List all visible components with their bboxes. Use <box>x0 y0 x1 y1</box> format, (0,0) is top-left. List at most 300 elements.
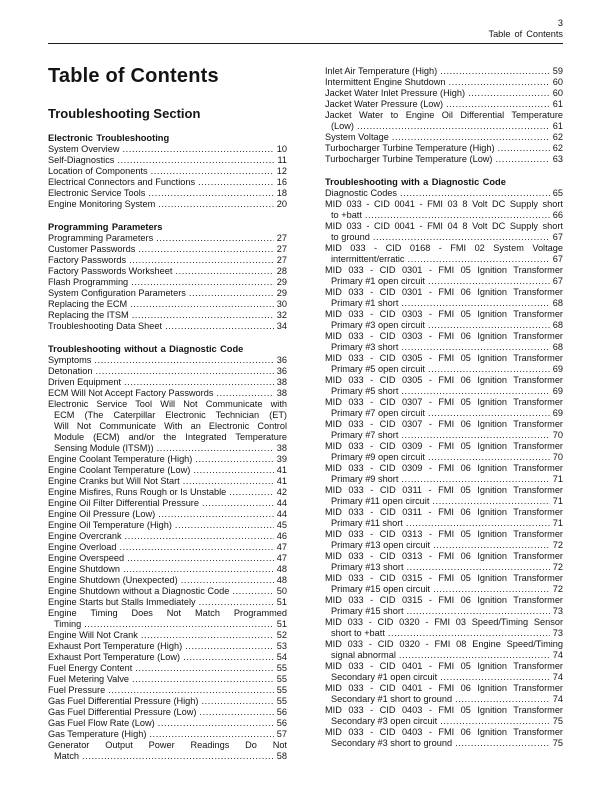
toc-entry-line <box>325 584 563 595</box>
toc-entry-line <box>48 751 287 762</box>
toc-entry-line <box>325 716 563 727</box>
toc-entry-line <box>325 595 563 606</box>
toc-entry-text: MID 033 - CID 0305 - FMI 06 Ignition Transformer <box>325 375 563 385</box>
dot-leader <box>94 355 274 366</box>
toc-entry-line <box>325 298 563 309</box>
toc-entry-line <box>48 321 287 332</box>
dot-leader <box>183 652 274 663</box>
toc-entry-line <box>48 608 287 619</box>
toc-entry-text: Generator Output Power Readings Do Not <box>48 740 287 750</box>
toc-entry <box>48 707 287 718</box>
dot-leader <box>373 232 550 243</box>
header-rule <box>48 43 563 44</box>
toc-entry-line <box>48 266 287 277</box>
left-column <box>48 66 287 762</box>
header-title: Table of Contents <box>488 29 563 39</box>
toc-entry-page: 65 <box>552 188 563 198</box>
toc-entry-page: 56 <box>276 718 287 728</box>
toc-entry <box>325 188 563 199</box>
toc-entry-line <box>325 66 563 77</box>
toc-entry-text: MID 033 - CID 0041 - FMI 04 8 Volt DC Supply short <box>325 221 563 231</box>
toc-entry-text: Location of Components <box>48 166 148 176</box>
dot-leader <box>201 696 274 707</box>
toc-entry-line <box>48 487 287 498</box>
toc-entry-line <box>48 476 287 487</box>
toc-entry-text: Primary #11 open circuit <box>331 496 430 506</box>
toc-entry <box>325 353 563 375</box>
toc-entry-text: to ground <box>331 232 370 242</box>
dot-leader <box>401 298 550 309</box>
toc-entry-line <box>48 663 287 674</box>
toc-entry <box>48 177 287 188</box>
dot-leader <box>158 199 274 210</box>
toc-group-heading: Electronic Troubleshooting <box>48 133 170 143</box>
toc-entry-page: 61 <box>552 121 563 131</box>
toc-entry-text: Turbocharger Turbine Temperature (Low) <box>325 154 493 164</box>
toc-group <box>48 344 287 762</box>
toc-entry <box>48 663 287 674</box>
toc-entry-page: 62 <box>552 132 563 142</box>
toc-entry-text: Engine Overcrank <box>48 531 122 541</box>
toc-entry-page: 60 <box>552 88 563 98</box>
toc-entry-page: 54 <box>276 652 287 662</box>
toc-entry-line <box>48 619 287 630</box>
dot-leader <box>496 154 551 165</box>
toc-entry-text: Engine Shutdown <box>48 564 121 574</box>
toc-entry-line <box>325 232 563 243</box>
toc-entry <box>48 266 287 277</box>
toc-entry-page: 29 <box>276 277 287 287</box>
dot-leader <box>165 321 274 332</box>
dot-leader <box>127 553 274 564</box>
toc-entry-page: 30 <box>276 299 287 309</box>
toc-entry-text: Customer Passwords <box>48 244 136 254</box>
toc-entry-page: 61 <box>552 99 563 109</box>
page-title: Table of Contents <box>48 65 219 87</box>
toc-entry-line <box>48 366 287 377</box>
toc-entry <box>325 309 563 331</box>
toc-entry-page: 69 <box>552 364 563 374</box>
dot-leader <box>84 619 274 630</box>
dot-leader <box>408 254 550 265</box>
toc-entry-page: 55 <box>276 696 287 706</box>
toc-entry-line <box>325 397 563 408</box>
toc-entry-line <box>325 375 563 386</box>
dot-leader <box>446 99 550 110</box>
toc-entry-page: 48 <box>276 575 287 585</box>
toc-entry <box>325 132 563 143</box>
toc-entry-text: Turbocharger Turbine Temperature (High) <box>325 143 495 153</box>
toc-entry-page: 74 <box>552 650 563 660</box>
dot-leader <box>156 233 274 244</box>
toc-entry-line <box>325 276 563 287</box>
toc-entry-line <box>48 531 287 542</box>
toc-entry-page: 46 <box>276 531 287 541</box>
toc-entry-text: Engine Oil Pressure (Low) <box>48 509 156 519</box>
toc-entry-text: Engine Coolant Temperature (High) <box>48 454 193 464</box>
toc-entry-text: Secondary #3 open circuit <box>331 716 438 726</box>
toc-entry-line <box>48 377 287 388</box>
toc-entry-line <box>48 310 287 321</box>
toc-entry-line <box>325 606 563 617</box>
toc-entry-text: Engine Oil Filter Differential Pressure <box>48 498 199 508</box>
toc-entry <box>48 531 287 542</box>
toc-entry-text: Secondary #1 open circuit <box>331 672 438 682</box>
dot-leader <box>202 498 274 509</box>
toc-entry-page: 41 <box>276 476 287 486</box>
toc-entry-page: 18 <box>276 188 287 198</box>
toc-entry-text: Primary #1 open circuit <box>331 276 425 286</box>
toc-entry-line <box>48 564 287 575</box>
toc-entry-line <box>325 132 563 143</box>
toc-entry-page: 48 <box>276 564 287 574</box>
toc-entry-line <box>325 408 563 419</box>
toc-entry <box>48 740 287 762</box>
toc-entry-line <box>48 299 287 310</box>
toc-entry-text: Factory Passwords Worksheet <box>48 266 173 276</box>
toc-entry <box>48 388 287 399</box>
toc-entry-text: Electronic Service Tools <box>48 188 146 198</box>
toc-entry-text: Symptoms <box>48 355 92 365</box>
toc-entry <box>48 487 287 498</box>
toc-entry-page: 55 <box>276 685 287 695</box>
toc-entry-text: Gas Temperature (High) <box>48 729 147 739</box>
toc-entry <box>48 255 287 266</box>
dot-leader <box>428 364 550 375</box>
toc-entry <box>325 551 563 573</box>
toc-entry <box>48 696 287 707</box>
toc-entry-page: 73 <box>552 606 563 616</box>
dot-leader <box>151 166 274 177</box>
toc-entry <box>48 718 287 729</box>
toc-entry <box>325 463 563 485</box>
toc-entry-page: 29 <box>276 288 287 298</box>
toc-entry-page: 38 <box>276 443 287 453</box>
dot-leader <box>82 751 274 762</box>
toc-entry-text: MID 033 - CID 0307 - FMI 06 Ignition Transformer <box>325 419 563 429</box>
toc-entry <box>325 77 563 88</box>
toc-entry-text: Primary #9 short <box>331 474 399 484</box>
toc-entry-page: 36 <box>276 366 287 376</box>
toc-entry-line <box>325 320 563 331</box>
toc-entry <box>48 277 287 288</box>
toc-entry-line <box>325 441 563 452</box>
toc-entry-text: Engine Cranks but Will Not Start <box>48 476 180 486</box>
dot-leader <box>125 531 274 542</box>
toc-entry-text: MID 033 - CID 0320 - FMI 08 Engine Speed/Timing <box>325 639 563 649</box>
toc-entry-line <box>325 243 563 254</box>
toc-entry-page: 27 <box>276 255 287 265</box>
toc-entry-line <box>48 155 287 166</box>
toc-entry-text: Primary #5 short <box>331 386 399 396</box>
toc-entry-text: MID 033 - CID 0303 - FMI 06 Ignition Transformer <box>325 331 563 341</box>
toc-entry <box>48 465 287 476</box>
toc-entry <box>48 321 287 332</box>
dot-leader <box>357 121 550 132</box>
toc-entry <box>325 397 563 419</box>
toc-entry-page: 68 <box>552 320 563 330</box>
toc-entry-text: Fuel Energy Content <box>48 663 133 673</box>
toc-entry <box>48 641 287 652</box>
toc-entry-text: MID 033 - CID 0403 - FMI 06 Ignition Transformer <box>325 727 563 737</box>
toc-entry-page: 47 <box>276 553 287 563</box>
toc-entry-text: Primary #15 open circuit <box>331 584 431 594</box>
dot-leader <box>216 388 274 399</box>
toc-entry-text: (Low) <box>331 121 354 131</box>
toc-entry-line <box>325 617 563 628</box>
dot-leader <box>175 266 274 277</box>
toc-entry-line <box>325 738 563 749</box>
toc-entry-text: MID 033 - CID 0305 - FMI 05 Ignition Transformer <box>325 353 563 363</box>
toc-entry <box>48 674 287 685</box>
toc-entry-page: 28 <box>276 266 287 276</box>
toc-entry <box>48 288 287 299</box>
dot-leader <box>407 606 550 617</box>
toc-entry-line <box>325 639 563 650</box>
dot-leader <box>388 628 550 639</box>
toc-entry-line <box>325 342 563 353</box>
toc-entry-page: 45 <box>276 520 287 530</box>
toc-entry-line <box>48 144 287 155</box>
dot-leader <box>175 520 274 531</box>
dot-leader <box>392 132 550 143</box>
toc-entry-text: Electrical Connectors and Functions <box>48 177 196 187</box>
toc-entry-page: 74 <box>552 672 563 682</box>
section-title: Troubleshooting Section <box>48 106 201 121</box>
toc-entry-text: MID 033 - CID 0309 - FMI 06 Ignition Transformer <box>325 463 563 473</box>
toc-entry-text: Timing <box>54 619 82 629</box>
dot-leader <box>407 562 550 573</box>
toc-entry <box>325 419 563 441</box>
toc-entry-line <box>48 729 287 740</box>
toc-entry <box>48 586 287 597</box>
toc-entry-page: 70 <box>552 452 563 462</box>
toc-entry-text: System Configuration Parameters <box>48 288 186 298</box>
toc-entry-page: 52 <box>276 630 287 640</box>
toc-entry-line <box>325 661 563 672</box>
toc-entry-text: Jacket Water to Engine Oil Differential Temperature <box>325 110 563 120</box>
toc-entry-text: Jacket Water Inlet Pressure (High) <box>325 88 466 98</box>
dot-leader <box>148 188 274 199</box>
toc-entry-text: Diagnostic Codes <box>325 188 398 198</box>
toc-entry-text: Jacket Water Pressure (Low) <box>325 99 444 109</box>
dot-leader <box>399 650 550 661</box>
toc-entry <box>325 143 563 154</box>
toc-entry-page: 75 <box>552 738 563 748</box>
toc-entry-line <box>48 166 287 177</box>
toc-entry-line <box>325 496 563 507</box>
toc-entry-line <box>325 77 563 88</box>
toc-entry-line <box>325 705 563 716</box>
toc-entry-text: MID 033 - CID 0320 - FMI 03 Speed/Timing Sensor <box>325 617 563 627</box>
toc-entry-text: Gas Fuel Differential Pressure (High) <box>48 696 199 706</box>
toc-entry-line <box>48 388 287 399</box>
toc-entry-line <box>48 652 287 663</box>
toc-entry <box>48 476 287 487</box>
toc-entry <box>325 287 563 309</box>
toc-entry-page: 44 <box>276 498 287 508</box>
dot-leader <box>455 738 550 749</box>
toc-entry <box>325 573 563 595</box>
toc-entry-text: Programming Parameters <box>48 233 154 243</box>
toc-entry-text: MID 033 - CID 0168 - FMI 02 System Voltage <box>325 243 563 253</box>
toc-entry-text: Engine Coolant Temperature (Low) <box>48 465 191 475</box>
toc-entry-page: 11 <box>277 155 287 165</box>
dot-leader <box>124 377 274 388</box>
toc-group <box>325 177 563 749</box>
toc-entry-text: ECM (The Caterpillar Electronic Technician (ET) <box>54 410 287 420</box>
toc-entry-text: Engine Will Not Crank <box>48 630 138 640</box>
toc-entry <box>325 595 563 617</box>
dot-leader <box>123 564 274 575</box>
toc-entry-line <box>325 309 563 320</box>
toc-entry-text: ECM Will Not Accept Factory Passwords <box>48 388 214 398</box>
dot-leader <box>498 143 550 154</box>
toc-entry-page: 55 <box>276 663 287 673</box>
toc-entry-text: Module (ECM) and/or the Integrated Temperature <box>54 432 287 442</box>
toc-entry <box>48 377 287 388</box>
toc-entry-page: 62 <box>552 143 563 153</box>
toc-entry-page: 27 <box>276 233 287 243</box>
toc-entry-text: MID 033 - CID 0309 - FMI 05 Ignition Transformer <box>325 441 563 451</box>
toc-entry-page: 73 <box>552 628 563 638</box>
toc-entry-text: Replacing the ECM <box>48 299 128 309</box>
toc-entry-text: Exhaust Port Temperature (Low) <box>48 652 181 662</box>
toc-entry-text: Engine Starts but Stalls Immediately <box>48 597 196 607</box>
toc-entry-page: 51 <box>276 619 287 629</box>
toc-entry-line <box>325 518 563 529</box>
toc-entry-line <box>48 432 287 443</box>
dot-leader <box>440 672 550 683</box>
toc-entry-line <box>325 452 563 463</box>
toc-entry-text: MID 033 - CID 0403 - FMI 05 Ignition Transformer <box>325 705 563 715</box>
toc-entry-text: MID 033 - CID 0313 - FMI 05 Ignition Transformer <box>325 529 563 539</box>
toc-entry-text: Match <box>54 751 80 761</box>
toc-entry-text: MID 033 - CID 0315 - FMI 05 Ignition Transformer <box>325 573 563 583</box>
dot-leader <box>455 694 550 705</box>
toc-entry-page: 53 <box>276 641 287 651</box>
dot-leader <box>129 255 274 266</box>
dot-leader <box>117 155 274 166</box>
dot-leader <box>119 542 274 553</box>
toc-entry <box>48 630 287 641</box>
dot-leader <box>181 575 274 586</box>
toc-entry-text: Engine Overspeed <box>48 553 125 563</box>
toc-entry <box>48 454 287 465</box>
toc-entry-page: 63 <box>552 154 563 164</box>
toc-entry <box>325 683 563 705</box>
dot-leader <box>157 443 274 454</box>
toc-entry-line <box>48 597 287 608</box>
toc-entry-line <box>48 399 287 410</box>
toc-entry <box>48 399 287 454</box>
toc-entry <box>48 652 287 663</box>
toc-entry-page: 69 <box>552 408 563 418</box>
toc-entry <box>48 564 287 575</box>
toc-entry <box>48 233 287 244</box>
toc-entry-text: Secondary #1 short to ground <box>331 694 453 704</box>
toc-entry-line <box>48 674 287 685</box>
toc-group <box>48 133 287 210</box>
toc-entry-page: 38 <box>276 388 287 398</box>
toc-entry <box>325 88 563 99</box>
toc-entry-text: Engine Oil Temperature (High) <box>48 520 172 530</box>
toc-entry <box>325 507 563 529</box>
toc-entry-line <box>325 221 563 232</box>
toc-entry-page: 69 <box>552 386 563 396</box>
toc-entry-page: 68 <box>552 298 563 308</box>
dot-leader <box>138 244 274 255</box>
toc-entry <box>325 243 563 265</box>
toc-entry-page: 60 <box>552 77 563 87</box>
toc-entry-text: Electronic Service Tool Will Not Communicate with <box>48 399 287 409</box>
toc-entry-page: 36 <box>276 355 287 365</box>
toc-entry-text: MID 033 - CID 0313 - FMI 06 Ignition Transformer <box>325 551 563 561</box>
toc-entry-line <box>48 410 287 421</box>
dot-leader <box>433 540 550 551</box>
dot-leader <box>189 288 274 299</box>
toc-entry-line <box>325 88 563 99</box>
toc-entry-line <box>48 509 287 520</box>
toc-entry-text: Engine Overload <box>48 542 117 552</box>
toc-entry-text: to +batt <box>331 210 362 220</box>
toc-entry-text: MID 033 - CID 0311 - FMI 05 Ignition Transformer <box>325 485 563 495</box>
toc-entry-text: signal abnormal <box>331 650 396 660</box>
toc-entry-text: MID 033 - CID 0315 - FMI 06 Ignition Transformer <box>325 595 563 605</box>
toc-entry <box>325 485 563 507</box>
toc-entry-line <box>325 551 563 562</box>
toc-entry <box>325 705 563 727</box>
toc-entry-line <box>325 265 563 276</box>
toc-entry-page: 41 <box>276 465 287 475</box>
toc-entry-line <box>325 507 563 518</box>
dot-leader <box>135 663 274 674</box>
dot-leader <box>428 276 550 287</box>
toc-entry-text: Primary #5 open circuit <box>331 364 425 374</box>
toc-entry <box>325 154 563 165</box>
toc-entry <box>325 99 563 110</box>
dot-leader <box>401 430 550 441</box>
toc-entry-text: Detonation <box>48 366 93 376</box>
toc-entry-line <box>325 463 563 474</box>
header-page-number: 3 <box>557 18 563 28</box>
toc-entry-page: 38 <box>276 377 287 387</box>
toc-entry-line <box>325 353 563 364</box>
toc-entry-line <box>48 696 287 707</box>
toc-entry-line <box>48 740 287 751</box>
toc-entry <box>48 355 287 366</box>
toc-entry <box>325 331 563 353</box>
toc-entry-text: Inlet Air Temperature (High) <box>325 66 438 76</box>
toc-entry <box>325 617 563 639</box>
toc-entry-line <box>325 650 563 661</box>
toc-entry <box>48 520 287 531</box>
toc-entry-line <box>325 683 563 694</box>
toc-entry-line <box>325 331 563 342</box>
toc-entry <box>325 375 563 397</box>
toc-entry-text: Exhaust Port Temperature (High) <box>48 641 183 651</box>
toc-entry-text: Engine Shutdown (Unexpected) <box>48 575 178 585</box>
toc-entry-text: Primary #1 short <box>331 298 399 308</box>
toc-entry-line <box>48 685 287 696</box>
toc-entry-text: Replacing the ITSM <box>48 310 129 320</box>
toc-entry-page: 56 <box>276 707 287 717</box>
toc-entry-page: 27 <box>276 244 287 254</box>
toc-entry-text: Primary #9 open circuit <box>331 452 425 462</box>
toc-entry <box>48 199 287 210</box>
dot-leader <box>406 518 550 529</box>
toc-entry <box>48 310 287 321</box>
